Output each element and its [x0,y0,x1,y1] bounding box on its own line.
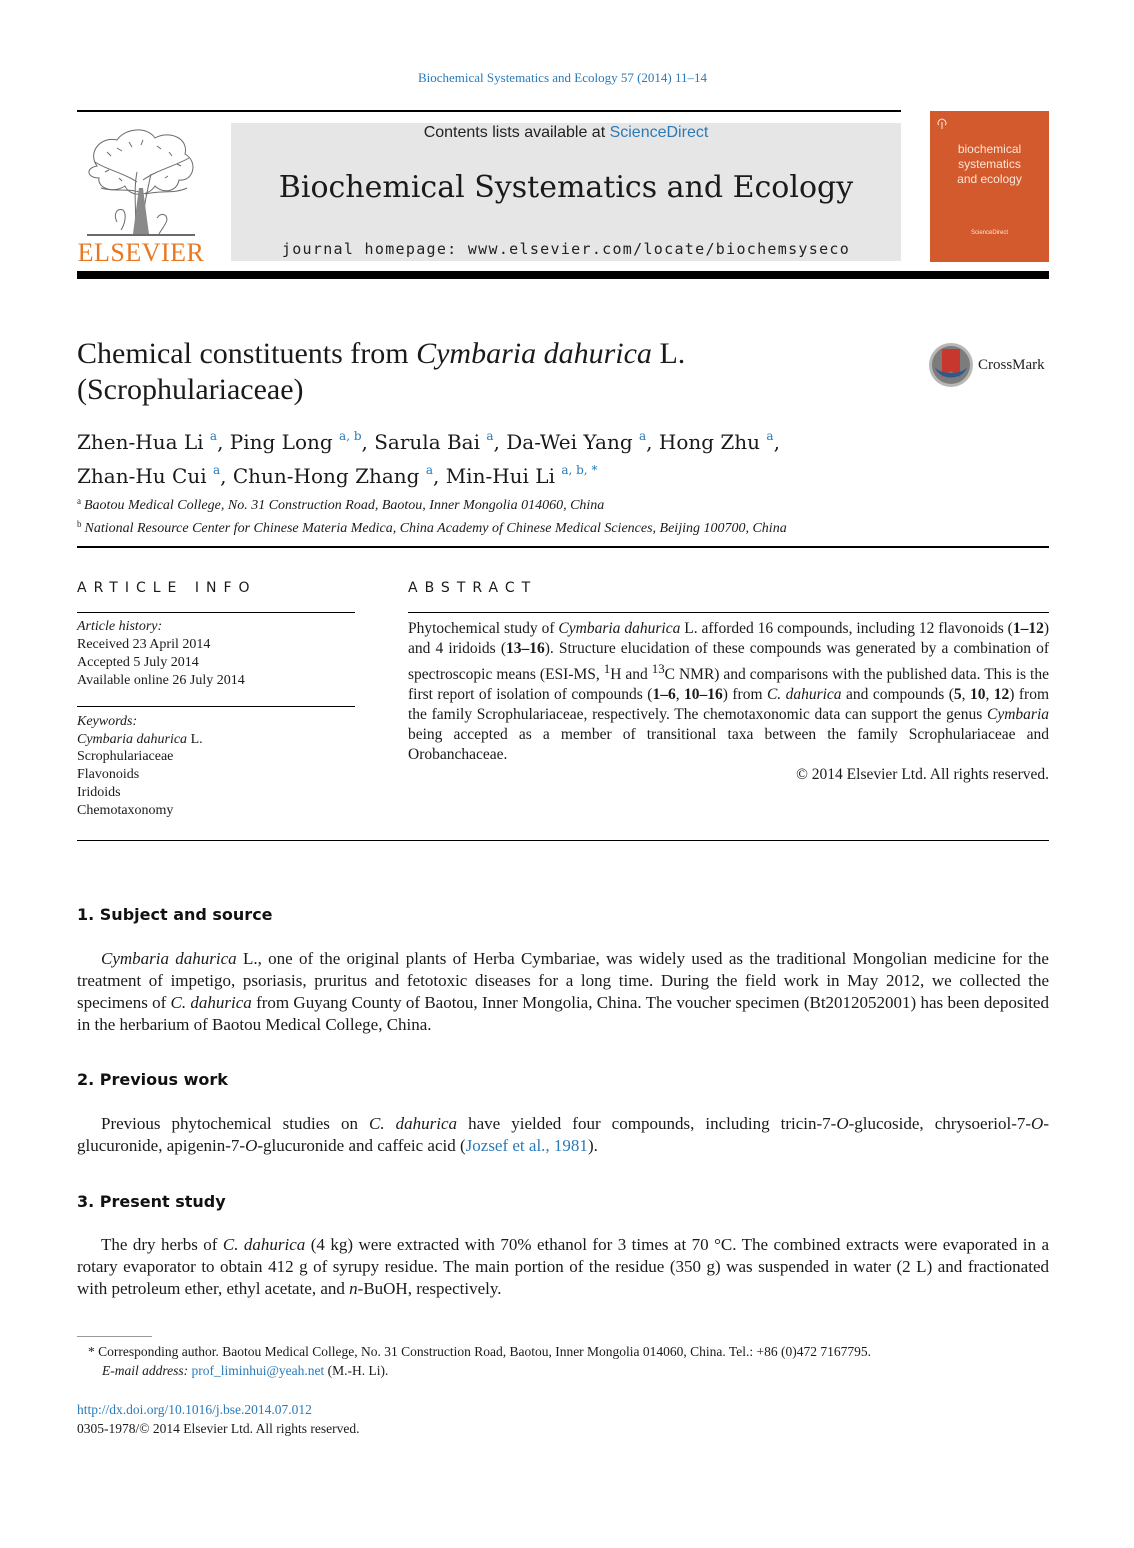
compound-range: 1–12 [1012,620,1044,637]
author-affiliation-mark[interactable]: a, b [339,429,362,443]
abstract-genus: Cymbaria [987,706,1049,724]
compound-range: 13–16 [505,640,545,657]
history-online: Available online 26 July 2014 [77,673,245,688]
cover-sciencedirect-label: ScienceDirect [970,230,1008,236]
abstract-text: , [961,686,970,704]
abstract-text: ). Structure elucidation of these compounds was generated by a combination of spectroscopic means (ESI-MS, [408,640,1049,684]
crossmark-icon[interactable] [927,341,975,389]
author-separator: , [646,430,659,454]
issn-copyright: 0305-1978/© 2014 Elsevier Ltd. All rights reserved. [77,1421,360,1436]
abstract-text: H and [610,666,652,684]
author-affiliation-mark[interactable]: a [486,429,494,443]
cover-title [930,142,1049,187]
title-text: Chemical constituents from [77,337,417,370]
article-history [77,618,355,690]
title-species: Cymbaria dahurica [416,337,652,370]
paragraph-text: (4 kg) were extracted with 70% ethanol for 3 times at 70 °C. The combined extracts were evaporated in a rotary evaporator to obtain 412 g of syrupy residue. The main portion of the residue (350 g) was suspended in water (2 L) and fractionated with petroleum ether, ethyl acetate, and [77,1235,1049,1298]
abstract-text: , [675,686,685,704]
corresponding-footnote [88,1342,1048,1380]
journal-citation-link[interactable]: Biochemical Systematics and Ecology 57 (2014) 11–14 [417,70,708,85]
history-label: Article history: [77,619,163,634]
email-suffix: (M.-H. Li). [324,1363,389,1378]
abstract-species: C. dahurica [766,686,842,704]
author-separator: , [361,430,375,454]
keyword-item: Flavonoids [77,767,140,783]
email-link[interactable]: prof_liminhui@yeah.net [191,1363,325,1378]
author-line [77,456,1037,490]
compound-number: 12 [993,686,1010,704]
keywords-rule [77,706,355,707]
compound-number: 5 [953,686,962,704]
title-family: (Scrophulariaceae) [77,373,304,406]
affiliation-b [77,515,1047,538]
species-name: C. dahurica [170,993,252,1012]
affiliation-mark: a [77,496,81,506]
paragraph-text: have yielded four compounds, including tricin-7- [457,1114,837,1133]
compound-range: 10–16 [684,686,723,704]
author-name[interactable]: Ping Long [229,430,333,454]
title-rule [77,546,1049,548]
keywords-label: Keywords: [77,714,138,729]
paragraph-text: from Guyang County of Baotou, Inner Mongolia, China. The voucher specimen (Bt2012052001) has been deposited in the herbarium of Baotou Medical College, China. [77,993,1049,1034]
chem-prefix: n [349,1279,358,1298]
section-paragraph-2 [77,1113,1049,1157]
elsevier-wordmark: ELSEVIER [77,238,205,267]
cover-title-line: systematics [958,157,1021,171]
author-list [77,422,1037,490]
author-affiliation-mark[interactable]: a [209,429,218,443]
author-affiliation-mark[interactable]: a [766,429,774,443]
history-accepted: Accepted 5 July 2014 [77,655,199,670]
isotope-mark: 1 [603,661,611,676]
journal-homepage[interactable]: journal homepage: www.elsevier.com/locate/biochemsyseco [281,240,851,258]
author-name[interactable]: Min-Hui Li [445,464,555,488]
compound-number: 10 [969,686,986,704]
paragraph-text: -glucoside, chrysoeriol-7- [848,1114,1032,1133]
author-affiliation-mark[interactable]: a [639,429,647,443]
article-title [77,336,897,408]
history-received: Received 23 April 2014 [77,637,211,652]
paragraph-text: Previous phytochemical studies on [101,1114,369,1133]
abstract-text: and compounds ( [841,686,954,704]
author-name[interactable]: Da-Wei Yang [506,430,633,454]
chem-locant: O [245,1136,258,1155]
abstract-text: , [985,686,994,704]
section-paragraph-1 [77,948,1049,1036]
paragraph-text: -BuOH, respectively. [357,1279,502,1298]
email-label: E-mail address: [102,1363,192,1378]
keyword-item: Iridoids [77,784,121,800]
abstract-text: C NMR) and comparisons with the published data. This is the first report of isolation of compounds ( [408,666,1049,704]
author-separator: , [493,430,507,454]
abstract-text: ) from the family Scrophulariaceae, respectively. The chemotaxonomic data can support the genus [408,686,1049,724]
doi-block [77,1400,359,1438]
keyword-item: Chemotaxonomy [77,802,174,818]
paragraph-text: -glucuronide and caffeic acid ( [257,1136,466,1155]
abstract-copyright: © 2014 Elsevier Ltd. All rights reserved. [796,766,1049,784]
author-affiliation-mark[interactable]: a [425,463,433,477]
author-name[interactable]: Zhan-Hu Cui [77,464,207,488]
abstract-rule [408,612,1049,613]
section-paragraph-3 [77,1234,1049,1300]
paragraph-text: ). [587,1136,598,1155]
author-separator: , [217,430,230,454]
author-name[interactable]: Zhen-Hua Li [77,430,204,454]
affiliations [77,492,1047,538]
paragraph-text: -glucuronide, apigenin-7- [77,1114,1049,1155]
cover-title-line: and ecology [957,172,1022,186]
keyword-species: Cymbaria dahurica [77,731,188,747]
cover-title-line: biochemical [957,142,1022,156]
abstract-body [408,619,1049,785]
chem-locant: O [1031,1114,1044,1133]
author-name[interactable]: Chun-Hong Zhang [232,464,420,488]
doi-link[interactable]: http://dx.doi.org/10.1016/j.bse.2014.07.012 [77,1402,312,1417]
abstract-species: Cymbaria dahurica [558,620,681,637]
author-separator: , [220,464,233,488]
author-line [77,422,1037,456]
email-line [88,1361,1048,1380]
header-rule [77,110,901,112]
keyword-item [77,731,355,749]
chem-locant: O [836,1114,849,1133]
contents-prefix: Contents lists available at [423,124,610,141]
article-info-heading: ARTICLE INFO [77,580,257,596]
author-separator: , [432,464,446,488]
isotope-mark: 13 [651,661,665,676]
affiliation-mark: b [77,519,82,529]
author-affiliation-mark[interactable]: a, b, * [561,463,598,477]
compound-range: 1–6 [652,686,676,704]
affiliation-a [77,492,1047,515]
keyword-suffix: L. [187,731,203,747]
crossmark-label[interactable]: CrossMark [978,357,1045,373]
paragraph-text: The dry herbs of [101,1235,223,1254]
abstract-text: being accepted as a member of transitional taxa between the family Scrophulariaceae and Orobanchaceae. [408,726,1049,764]
header-thick-rule [77,271,1049,279]
reference-link[interactable]: Jozsef et al., 1981 [465,1136,588,1155]
section-heading-2: 2. Previous work [77,1070,228,1089]
affiliation-text: Baotou Medical College, No. 31 Construction Road, Baotou, Inner Mongolia 014060, China [84,498,605,513]
affiliation-text: National Resource Center for Chinese Materia Medica, China Academy of Chinese Medical Sciences, Beijing 100700, China [84,521,787,536]
keywords [77,713,355,819]
abstract-text: Phytochemical study of [408,620,559,637]
corresponding-author: * Corresponding author. Baotou Medical College, No. 31 Construction Road, Baotou, Inner Mongolia 014060, China. Tel.: +86 (0)472 7167795. [88,1344,871,1359]
journal-name: Biochemical Systematics and Ecology [278,170,854,205]
species-name: C. dahurica [369,1114,458,1133]
title-text: L. [651,337,686,370]
paragraph-text: L., one of the original plants of Herba Cymbariae, was widely used as the traditional Mongolian medicine for the treatment of impetigo, psoriasis, pruritus and fetotoxic diseases for a long time. During the field work in May 2012, we collected the specimens of [77,949,1049,1012]
section-heading-1: 1. Subject and source [77,905,273,924]
author-name[interactable]: Sarula Bai [374,430,480,454]
author-name[interactable]: Hong Zhu [658,430,761,454]
article-info-rule [77,612,355,613]
species-name: Cymbaria dahurica [101,949,237,968]
contents-line [231,124,901,142]
abstract-text: ) from [722,686,767,704]
author-affiliation-mark[interactable]: a [212,463,221,477]
abstract-text: L. afforded 16 compounds, including 12 flavonoids ( [680,620,1013,637]
species-name: C. dahurica [222,1235,306,1254]
sciencedirect-link[interactable]: ScienceDirect [609,124,709,141]
abstract-heading: ABSTRACT [408,580,538,596]
cover-elsevier-icon [936,118,948,130]
section-heading-3: 3. Present study [77,1192,226,1211]
abstract-text: ) and 4 iridoids ( [408,620,1050,657]
author-separator: , [773,430,780,454]
keyword-item: Scrophulariaceae [77,749,174,765]
abstract-bottom-rule [77,840,1049,841]
footnote-rule [77,1336,152,1337]
